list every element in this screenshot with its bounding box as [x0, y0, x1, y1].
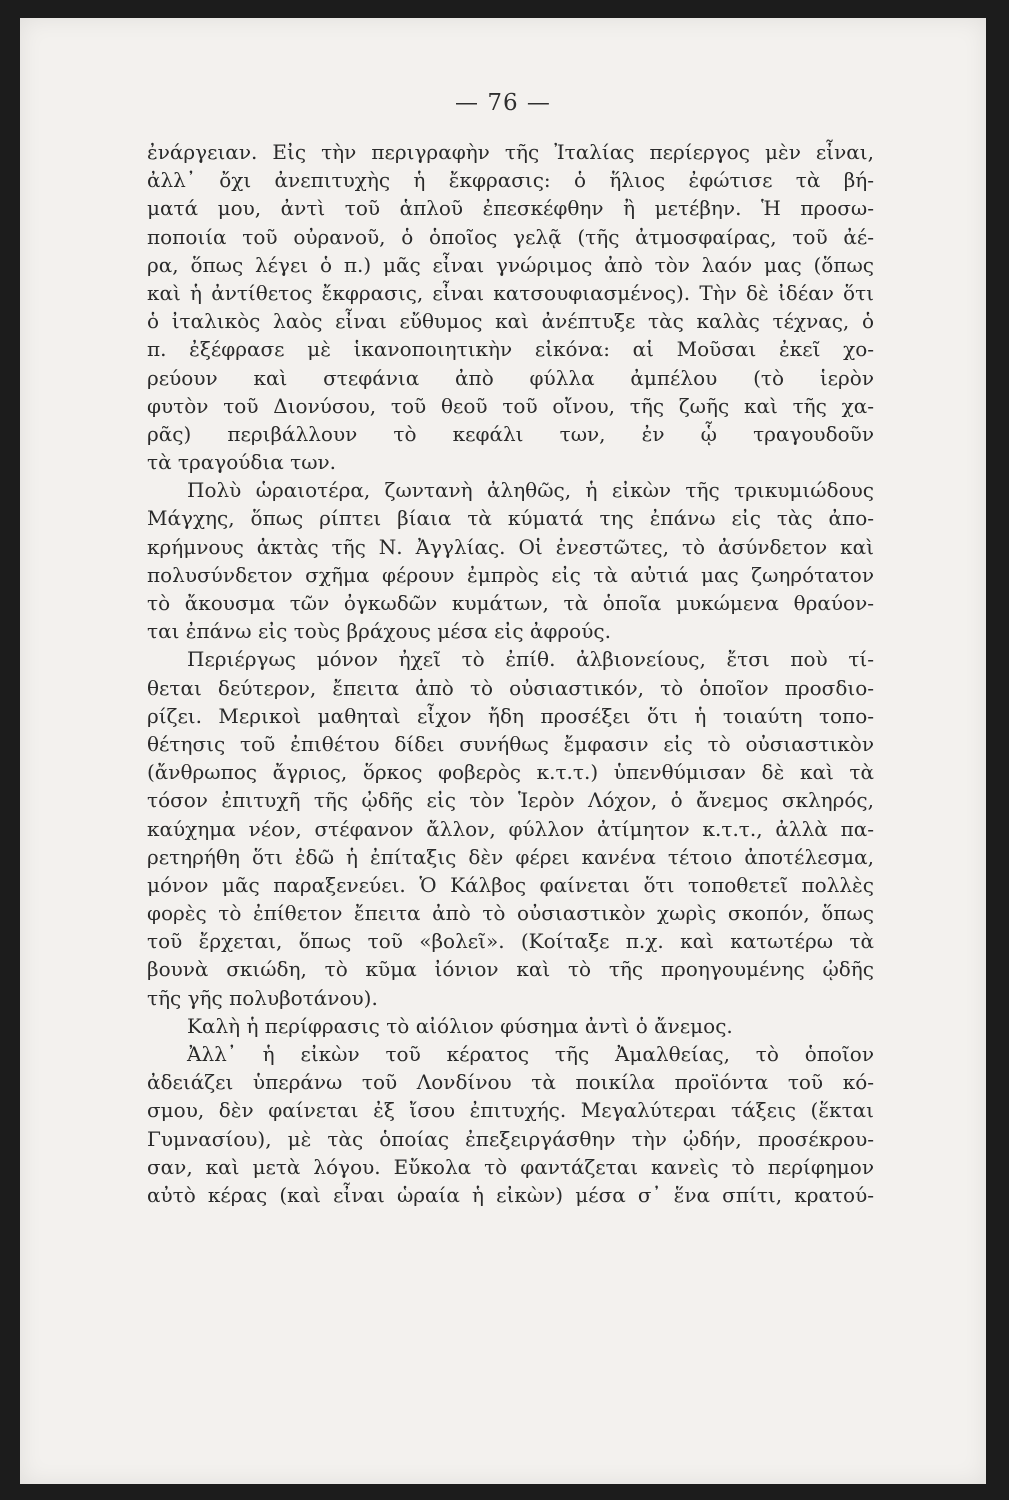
text-line: τόσον ἐπιτυχῆ τῆς ᾠδῆς εἰς τὸν Ἱερὸν Λόχον, ὁ ἄνεμος σκληρός, [147, 788, 874, 813]
text-line: τὸ ἄκουσμα τῶν ὀγκωδῶν κυμάτων, τὰ ὁποῖα μυκώμενα θραύον- [147, 591, 874, 615]
text-line: σμου, δὲν φαίνεται ἐξ ἴσου ἐπιτυχής. Μεγαλύτεραι τάξεις (ἕκται [147, 1098, 874, 1123]
text-line: ται ἐπάνω εἰς τοὺς βράχους μέσα εἰς ἀφρούς. [147, 619, 611, 644]
text-line: πολυσύνδετον σχῆμα φέρουν ἐμπρὸς εἰς τὰ αὐτιά μας ζωηρότατον [147, 562, 874, 587]
text-line: φορὲς τὸ ἐπίθετον ἔπειτα ἀπὸ τὸ οὐσιαστικὸν χωρὶς σκοπόν, ὅπως [147, 901, 874, 926]
text-line: ρεύουν καὶ στεφάνια ἀπὸ φύλλα ἀμπέλου (τὸ ἱερὸν [147, 365, 874, 390]
text-line: τοῦ ἔρχεται, ὅπως τοῦ «βολεῖ». (Κοίταξε π.χ. καὶ κατωτέρω τὰ [147, 929, 874, 954]
text-line: καὶ ἡ ἀντίθετος ἔκφρασις, εἶναι κατσουφιασμένος). Τὴν δὲ ἰδέαν ὅτι [147, 280, 874, 305]
text-line: βουνὰ σκιώδη, τὸ κῦμα ἰόνιον καὶ τὸ τῆς προηγουμένης ᾠδῆς [147, 957, 874, 982]
text-line: αὐτὸ κέρας (καὶ εἶναι ὡραία ἡ εἰκὼν) μέσα σ᾽ ἕνα σπίτι, κρατού- [147, 1182, 874, 1207]
text-line: Γυμνασίου), μὲ τὰς ὁποίας ἐπεξειργάσθην τὴν ᾠδήν, προσέκρου- [147, 1126, 874, 1151]
paragraph-start-line: Περιέργως μόνον ἠχεῖ τὸ ἐπίθ. ἀλβιονείους, ἔτσι ποὺ τί- [187, 647, 874, 672]
paragraph-start-line: Καλὴ ἡ περίφρασις τὸ αἰόλιον φύσημα ἀντὶ ὁ ἄνεμος. [187, 1013, 733, 1038]
text-line: καύχημα νέον, στέφανον ἄλλον, φύλλον ἀτίμητον κ.τ.τ., ἀλλὰ πα- [147, 816, 874, 841]
text-line: θεται δεύτερον, ἔπειτα ἀπὸ τὸ οὐσιαστικόν, τὸ ὁποῖον προσδιο- [147, 675, 874, 700]
text-line: ρίζει. Μερικοὶ μαθηταὶ εἶχον ἤδη προσέξει ὅτι ἡ τοιαύτη τοπο- [147, 703, 874, 728]
text-line: Μάγχης, ὅπως ρίπτει βίαια τὰ κύματά της ἐπάνω εἰς τὰς ἀπο- [147, 506, 874, 531]
text-line: ρᾶς) περιβάλλουν τὸ κεφάλι των, ἐν ᾧ τραγουδοῦν [147, 421, 874, 446]
text-line: (ἄνθρωπος ἄγριος, ὅρκος φοβερὸς κ.τ.τ.) ὑπενθύμισαν δὲ καὶ τὰ [147, 760, 874, 785]
text-line: ἀλλ᾽ ὄχι ἀνεπιτυχὴς ἡ ἔκφρασις: ὁ ἥλιος ἐφώτισε τὰ βή- [147, 168, 874, 193]
paragraph-start-line: Ἀλλ᾽ ἡ εἰκὼν τοῦ κέρατος τῆς Ἀμαλθείας, τὸ ὁποῖον [187, 1042, 874, 1066]
text-line: τὰ τραγούδια των. [147, 450, 337, 475]
page-number: — 76 — [455, 90, 551, 116]
paragraph-start-line: Πολὺ ὡραιοτέρα, ζωντανὴ ἀληθῶς, ἡ εἰκὼν τῆς τρικυμιώδους [187, 478, 874, 503]
text-line: ὁ ἰταλικὸς λαὸς εἶναι εὔθυμος καὶ ἀνέπτυξε τὰς καλὰς τέχνας, ὁ [147, 309, 874, 334]
text-line: ρα, ὅπως λέγει ὁ π.) μᾶς εἶναι γνώριμος ἀπὸ τὸν λαόν μας (ὅπως [147, 252, 874, 277]
text-line: κρήμνους ἀκτὰς τῆς Ν. Ἀγγλίας. Οἱ ἐνεστῶτες, τὸ ἀσύνδετον καὶ [147, 534, 874, 559]
text-line: π. ἐξέφρασε μὲ ἱκανοποιητικὴν εἰκόνα: αἱ Μοῦσαι ἐκεῖ χο- [147, 337, 874, 362]
text-line: τῆς γῆς πολυβοτάνου). [147, 985, 378, 1010]
book-page [20, 18, 986, 1484]
text-line: ἀδειάζει ὑπεράνω τοῦ Λονδίνου τὰ ποικίλα προϊόντα τοῦ κό- [147, 1070, 874, 1095]
text-line: σαν, καὶ μετὰ λόγου. Εὔκολα τὸ φαντάζεται κανεὶς τὸ περίφημον [147, 1154, 874, 1179]
text-line: ἐνάργειαν. Εἰς τὴν περιγραφὴν τῆς Ἰταλίας περίεργος μὲν εἶναι, [147, 140, 874, 164]
text-line: ρετηρήθη ὅτι ἐδῶ ἡ ἐπίταξις δὲν φέρει κανένα τέτοιο ἀποτέλεσμα, [147, 844, 874, 869]
text-line: θέτησις τοῦ ἐπιθέτου δίδει συνήθως ἔμφασιν εἰς τὸ οὐσιαστικὸν [147, 731, 874, 756]
text-line: φυτὸν τοῦ Διονύσου, τοῦ θεοῦ τοῦ οἴνου, τῆς ζωῆς καὶ τῆς χα- [147, 393, 874, 418]
body-text [147, 138, 874, 1209]
text-line: ματά μου, ἀντὶ τοῦ ἁπλοῦ ἐπεσκέφθην ἢ μετέβην. Ἡ προσω- [147, 196, 874, 221]
text-line: μόνον μᾶς παραξενεύει. Ὁ Κάλβος φαίνεται ὅτι τοποθετεῖ πολλὲς [147, 872, 874, 897]
text-line: ποποιία τοῦ οὐρανοῦ, ὁ ὁποῖος γελᾷ (τῆς ἀτμοσφαίρας, τοῦ ἀέ- [147, 224, 874, 249]
